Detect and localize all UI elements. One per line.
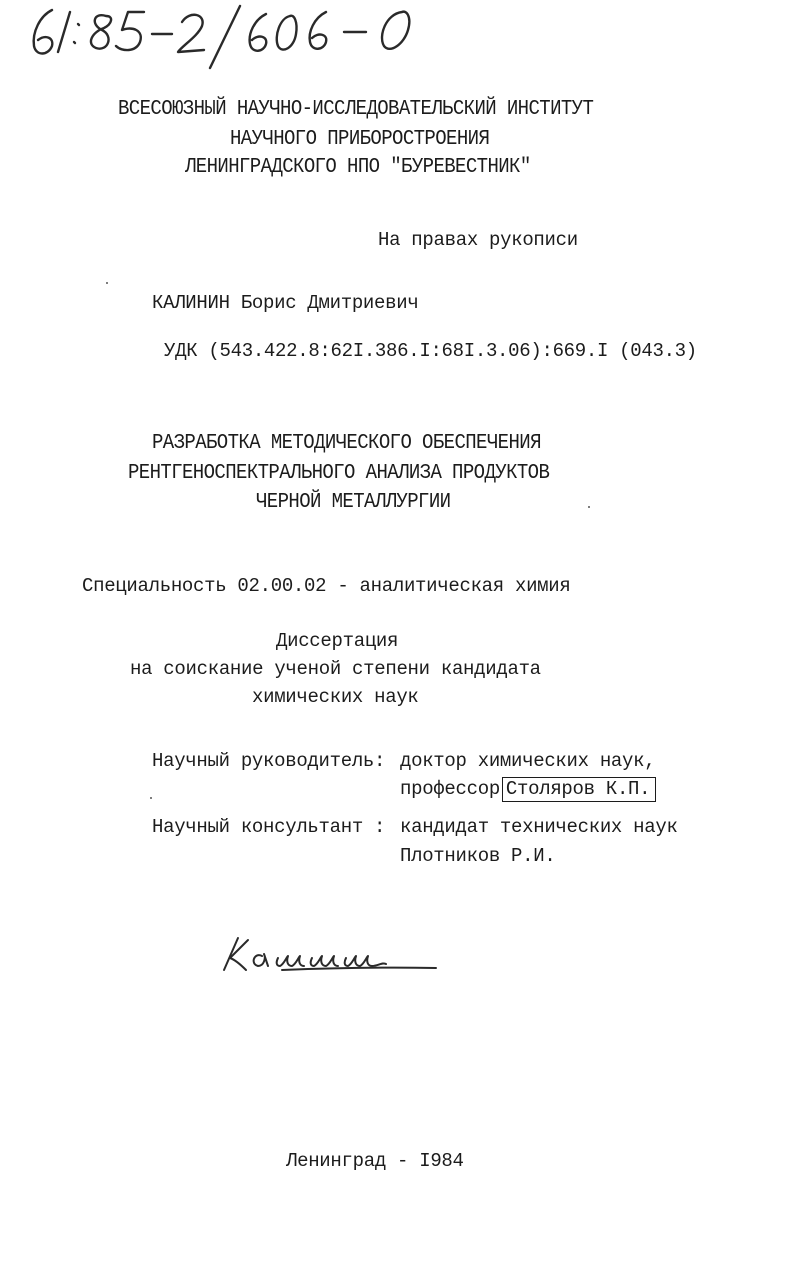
manuscript-note: На правах рукописи xyxy=(378,229,578,251)
author-name: КАЛИНИН Борис Дмитриевич xyxy=(152,292,419,314)
place-and-year: Ленинград - I984 xyxy=(286,1150,464,1172)
archive-mark-handwriting xyxy=(22,2,442,74)
dissertation-line-2: на соискание ученой степени кандидата xyxy=(130,658,541,680)
scan-speck xyxy=(588,506,590,508)
udk-code: УДК (543.422.8:62I.386.I:68I.3.06):669.I (043.3) xyxy=(164,340,697,362)
dissertation-line-1: Диссертация xyxy=(276,630,399,652)
supervisor-name: Столяров К.П. xyxy=(502,777,656,802)
supervisor-title: профессор xyxy=(400,778,500,800)
institute-line-3: ЛЕНИНГРАДСКОГО НПО "БУРЕВЕСТНИК" xyxy=(185,154,531,179)
supervisor-title-line xyxy=(400,778,656,800)
institute-line-1: ВСЕСОЮЗНЫЙ НАУЧНО-ИССЛЕДОВАТЕЛЬСКИЙ ИНСТИТУТ xyxy=(118,96,594,121)
author-signature xyxy=(222,932,442,976)
supervisor-label: Научный руководитель: xyxy=(152,750,386,772)
title-line-2: РЕНТГЕНОСПЕКТРАЛЬНОГО АНАЛИЗА ПРОДУКТОВ xyxy=(128,460,550,485)
institute-line-2: НАУЧНОГО ПРИБОРОСТРОЕНИЯ xyxy=(230,126,490,151)
dissertation-line-3: химических наук xyxy=(252,686,419,708)
scan-speck xyxy=(150,797,152,799)
title-line-3: ЧЕРНОЙ МЕТАЛЛУРГИИ xyxy=(256,489,451,514)
supervisor-degree: доктор химических наук, xyxy=(400,750,656,772)
specialty: Специальность 02.00.02 - аналитическая химия xyxy=(82,575,571,597)
consultant-degree: кандидат технических наук xyxy=(400,816,678,838)
title-line-1: РАЗРАБОТКА МЕТОДИЧЕСКОГО ОБЕСПЕЧЕНИЯ xyxy=(152,430,541,455)
consultant-name: Плотников Р.И. xyxy=(400,845,556,867)
scan-speck xyxy=(106,282,108,284)
consultant-label: Научный консультант : xyxy=(152,816,386,838)
